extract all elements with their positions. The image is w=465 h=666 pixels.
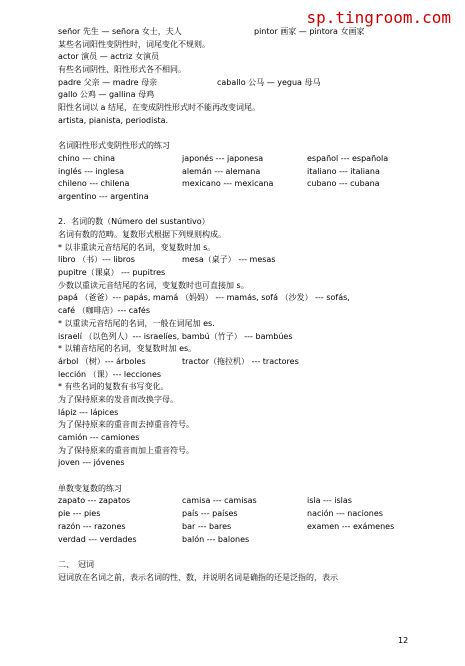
exercise1-cell: argentino --- argentina: [58, 191, 149, 201]
number-note-letter: 为了保持原来的发音而改换字母。: [58, 394, 178, 404]
exercise2-cell: país --- países: [182, 509, 238, 519]
exercise2-cell: nación --- naciones: [307, 509, 383, 519]
exercise1-title: 名词阳性形式变阴性形式的练习: [58, 141, 170, 151]
exercise2-cell: bar --- bares: [182, 521, 232, 531]
number-line-leccion: lección （课）--- lecciones: [58, 369, 162, 379]
exercise1-cell: español --- española: [307, 153, 389, 163]
exercise1-row: [58, 153, 418, 166]
exercise1-row: [58, 166, 418, 179]
exercise1-cell: inglés --- inglesa: [58, 166, 125, 176]
number-line-joven: joven --- jóvenes: [58, 458, 125, 468]
caballo-pair: caballo 公马 — yegua 母马: [217, 77, 321, 87]
exercise1-cell: cubano --- cubana: [307, 179, 380, 189]
number-rule-stressed-es: * 以重读元音结尾的名词，一般在词尾加 es.: [58, 318, 215, 328]
gender-note-a-ending: 阳性名词以 a 结尾，在变成阴性形式时不能再改变词尾。: [58, 103, 260, 113]
number-rule-spelling: * 有些名词的复数有书写变化。: [58, 382, 169, 392]
number-heading: 2．名词的数（Número del sustantivo）: [58, 217, 210, 227]
exercise1-cell: chileno --- chilena: [58, 179, 130, 189]
exercise2-cell: examen --- exámenes: [307, 521, 395, 531]
gender-line-padre: [58, 77, 418, 90]
exercise2-cell: balón --- balones: [182, 534, 250, 544]
gender-note-different: 有些名词阴性、阳性形式各不相同。: [58, 65, 186, 75]
number-line-israeli: israelí （以色列人）--- israelíes, bambú（竹子） --- bambúes: [58, 331, 293, 341]
exercise2-cell: zapato --- zapatos: [58, 496, 131, 506]
tractor-pair: tractor（拖拉机） --- tractores: [182, 356, 299, 366]
pintor-pair: pintor 画家 — pintora 女画家: [254, 27, 365, 36]
page-number: 12: [398, 636, 409, 645]
libro-pair: libro （书）--- libros: [58, 255, 135, 265]
gender-line-gallo: gallo 公鸡 — gallina 母鸡: [58, 90, 155, 100]
exercise1-cell: japonés --- japonesa: [182, 153, 264, 163]
number-line-lapiz: lápiz --- lápices: [58, 407, 119, 417]
exercise1-cell: italiano --- italiana: [307, 166, 380, 176]
number-line-camion: camión --- camiones: [58, 433, 140, 442]
exercise2-row: [58, 521, 418, 534]
exercise1-cell: alemán --- alemana: [182, 166, 261, 176]
number-note-add-accent: 为了保持原来的重音而加上重音符号。: [58, 445, 194, 455]
number-line-libro: [58, 254, 418, 267]
gender-examples: artista, pianista, periodista.: [58, 115, 169, 125]
exercise1-cell: chino --- china: [58, 153, 116, 163]
gender-line-actor: actor 演员 — actriz 女演员: [58, 52, 159, 62]
number-note-remove-accent: 为了保持原来的重音而去掉重音符号。: [58, 420, 194, 430]
arbol-pair: árbol （树）--- árboles: [58, 356, 146, 366]
exercise2-cell: pie --- pies: [58, 509, 101, 519]
watermark: sp.tingroom.com: [306, 8, 451, 27]
exercise1-row: [58, 191, 418, 204]
number-line-pupitre: pupitre（课桌） --- pupitres: [58, 268, 166, 278]
exercise2-row: [58, 495, 418, 508]
senor-pair: señor 先生 — señora 女士，夫人: [58, 27, 182, 36]
exercise1-cell: mexicano --- mexicana: [182, 179, 274, 189]
number-line-arbol: [58, 356, 418, 369]
number-line-cafe: café （咖啡店）--- cafés: [58, 306, 150, 316]
exercise2-row: [58, 508, 418, 521]
number-rule-s: * 以非重读元音结尾的名词，变复数时加 s。: [58, 242, 216, 252]
number-line-papa: papá （爸爸）--- papás, mamá （妈妈） --- mamás, sofá （沙发） --- sofás,: [58, 293, 350, 303]
exercise2-cell: verdad --- verdades: [58, 534, 137, 544]
exercise2-cell: camisa --- camisas: [182, 496, 257, 506]
exercise1-row: [58, 178, 418, 191]
number-intro: 名词有数的范畴。复数形式根据下列规则构成。: [58, 230, 226, 239]
exercise2-cell: isla --- islas: [307, 496, 352, 506]
document-page: [58, 26, 418, 584]
gender-note-irregular: 某些名词阳性变阴性时，词尾变化不规则。: [58, 39, 210, 49]
padre-pair: padre 父亲 — madre 母亲: [58, 77, 158, 87]
number-rule-stressed-s: 少数以重读元音结尾的名词，变复数时也可直接加 s。: [58, 280, 249, 290]
number-rule-consonant: * 以辅音结尾的名词，变复数时加 es。: [58, 344, 197, 354]
article-intro: 冠词放在名词之前，表示名词的性、数，并说明名词是确指的还是泛指的，表示: [58, 572, 338, 582]
article-heading: 二、 冠词: [58, 559, 94, 569]
exercise2-row: [58, 534, 418, 547]
exercise2-cell: razón --- razones: [58, 521, 126, 531]
mesa-pair: mesa（桌子） --- mesas: [182, 255, 276, 265]
exercise2-title: 单数变复数的练习: [58, 483, 122, 493]
gender-line-senor: [58, 26, 418, 39]
